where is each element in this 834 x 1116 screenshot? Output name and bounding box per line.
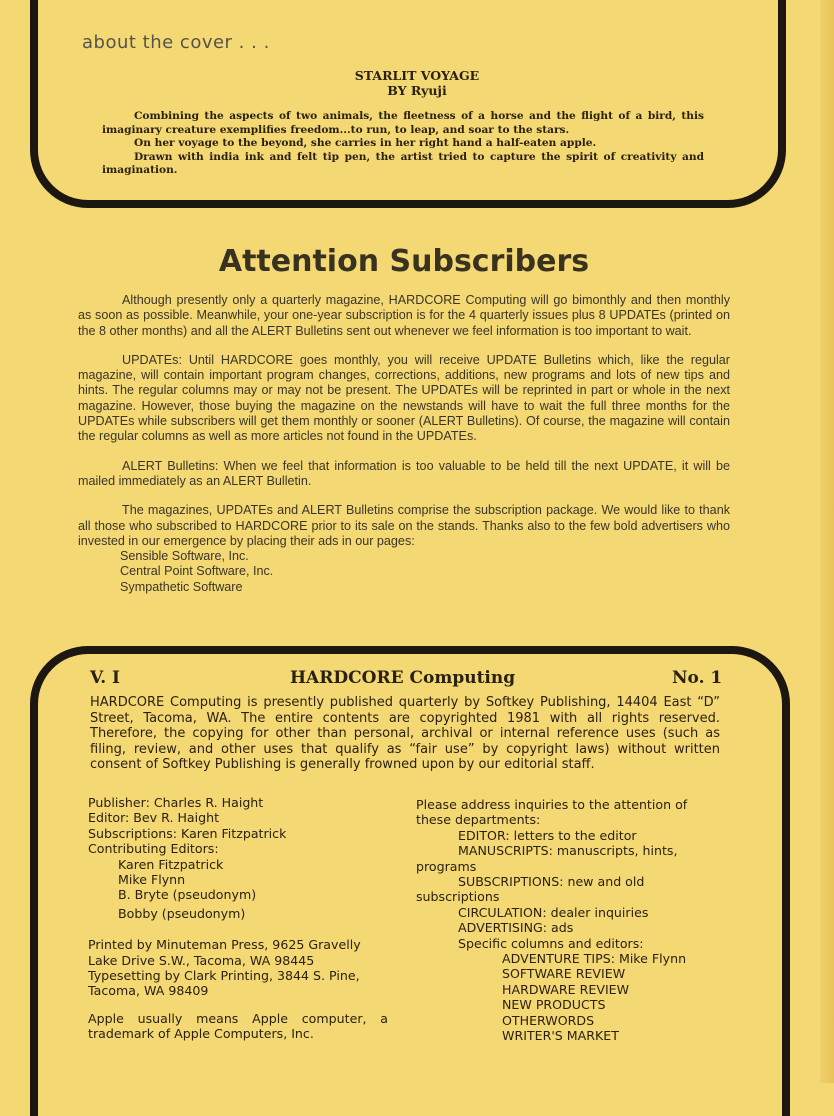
column-item: ADVENTURE TIPS: Mike Flynn [502, 951, 687, 967]
column-item: HARDWARE REVIEW [502, 981, 630, 997]
advertiser-list [78, 549, 730, 595]
attention-paragraph: The magazines, UPDATEs and ALERT Bulletins comprise the subscription package. We would like to thank all those who subscribed to HARDCORE prior to its sale on the stands. Thanks also to the few bold advertisers who invested in our emergence by placing their ads in our pages: [78, 503, 730, 548]
attention-title: Attention Subscribers [218, 244, 590, 279]
issue-number: No. 1 [672, 668, 723, 688]
contributor: Karen Fitzpatrick [118, 856, 224, 872]
cover-heading: about the cover . . . [82, 32, 270, 53]
editor-line: Editor: Bev R. Haight [88, 810, 220, 826]
staff-column [88, 795, 388, 1042]
dept-subscriptions: SUBSCRIPTIONS: new and old subscriptions [416, 874, 645, 905]
attention-paragraph: ALERT Bulletins: When we feel that information is too valuable to be held till the next UPDATE, it will be mailed immediately as an ALERT Bulletin. [78, 458, 730, 488]
cover-paragraph: On her voyage to the beyond, she carries in her right hand a half-eaten apple. [134, 137, 597, 149]
column-item: NEW PRODUCTS [502, 997, 606, 1013]
contributing-heading: Contributing Editors: [88, 841, 219, 857]
contributor: Mike Flynn [118, 872, 186, 888]
advertiser-item: Sympathetic Software [120, 579, 243, 594]
attention-paragraph: UPDATEs: Until HARDCORE goes monthly, you will receive UPDATE Bulletins which, like the regular magazine, will contain important program changes, corrections, additions, new programs and lots of new tips and hints. The regular columns may or may not be present. The UPDATEs will be reprinted in part or whole in the next magazine. However, those buying the magazine on the newstands will have to wait the full three months for the UPDATEs while subscribers will get them monthly or sooner (ALERT Bulletins). Of course, the magazine will contain the regular columns as well as more articles not found in the UPDATEs. [78, 352, 730, 444]
publisher-line: Publisher: Charles R. Haight [88, 795, 264, 810]
column-item: WRITER'S MARKET [502, 1028, 619, 1044]
volume-label: V. I [90, 668, 121, 688]
dept-editor: EDITOR: letters to the editor [458, 827, 637, 843]
advertiser-item: Central Point Software, Inc. [120, 564, 274, 579]
dept-circulation: CIRCULATION: dealer inquiries [458, 904, 649, 920]
advertiser-item: Sensible Software, Inc. [120, 549, 249, 564]
cover-byline: BY Ryuji [387, 83, 447, 98]
cover-title: STARLIT VOYAGE [354, 68, 480, 83]
contributor: B. Bryte (pseudonym) [118, 887, 257, 903]
columns-heading: Specific columns and editors: [458, 935, 644, 951]
cover-description [102, 110, 704, 178]
dept-manuscripts: MANUSCRIPTS: manuscripts, hints, programs [416, 843, 678, 874]
attention-body [78, 293, 730, 595]
page-edge [820, 0, 834, 1083]
masthead-title: HARDCORE Computing [290, 668, 516, 688]
attention-paragraph: Although presently only a quarterly magazine, HARDCORE Computing will go bimonthly and then monthly as soon as possible. Meanwhile, your one-year subscription is for the 4 quarterly issues plus 8 UPDATEs (printed on the 8 other months) and all the ALERT Bulletins sent out whenever we feel information is too important to wait. [78, 293, 730, 338]
cover-paragraph: Drawn with india ink and felt tip pen, the artist tried to capture the spirit of creativity and imagination. [102, 150, 704, 176]
inquiries-lead: Please address inquiries to the attention of these departments: [416, 797, 688, 828]
contributor: Bobby (pseudonym) [118, 905, 246, 921]
printing-info: Printed by Minuteman Press, 9625 Gravelly Lake Drive S.W., Tacoma, WA 98445 Typesetting by Clark Printing, 3844 S. Pine, Tacoma, WA 98409 [88, 937, 361, 999]
dept-advertising: ADVERTISING: ads [458, 920, 574, 936]
column-item: OTHERWORDS [502, 1012, 595, 1028]
cover-paragraph: Combining the aspects of two animals, the fleetness of a horse and the flight of a bird, this imaginary creature exemplifies freedom...to run, to leap, and soar to the stars. [102, 110, 704, 136]
apple-trademark-note: Apple usually means Apple computer, a trademark of Apple Computers, Inc. [88, 1010, 388, 1042]
inquiries-column [416, 797, 722, 1044]
cover-title-block [0, 68, 834, 98]
subscriptions-line: Subscriptions: Karen Fitzpatrick [88, 825, 287, 841]
column-item: SOFTWARE REVIEW [502, 966, 626, 982]
masthead-intro: HARDCORE Computing is presently published quarterly by Softkey Publishing, 14404 East “D” Street, Tacoma, WA. The entire contents are copyrighted 1981 with all rights reserved. Therefore, the copying for other than personal, archival or internal reference uses (such as filing, review, and other uses that qualify as “fair use” by copyright laws) without written consent of Softkey Publishing is generally frowned upon by our editorial staff. [90, 695, 720, 773]
